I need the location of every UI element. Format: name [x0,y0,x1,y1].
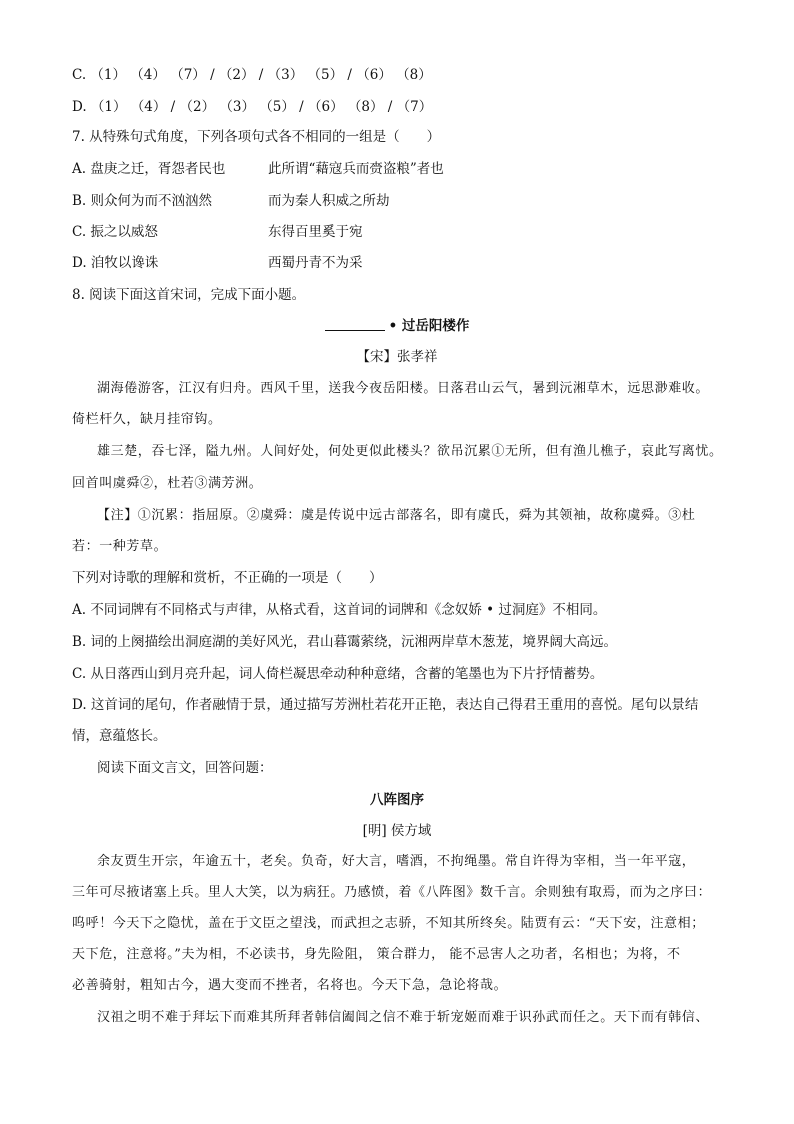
q7-stem: 7. 从特殊句式角度，下列各项句式各不相同的一组是（ ） [72,129,441,145]
classical-author: [明] 侯方域 [362,823,432,839]
q7-option-b-left: B. 则众何为而不汹汹然 [72,193,213,209]
q7-option-c-right: 东得百里奚于宛 [268,224,363,240]
poem-note-line-2: 若：一种芳草。 [72,539,168,554]
poem-line-3: 雄三楚，吞七泽，隘九州。人间好处，何处更似此楼头？欲吊沉累①无所，但有渔儿樵子，哀此写离忧。 [97,444,723,459]
q8-option-d: D. 这首词的尾句，作者融情于景，通过描写芳洲杜若花开正艳，表达自己得君王重用的喜悦。尾句以景结 [72,697,699,713]
q7-option-b [72,192,390,210]
q8-option-c: C. 从日落西山到月亮升起，词人倚栏凝思牵动种种意绪，含蓄的笔墨也为下片抒情蓄势。 [72,666,604,682]
poem-title [0,317,794,335]
q8-option-a: A. 不同词牌有不同格式与声律，从格式看，这首词的词牌和《念奴娇 • 过洞庭》不相同。 [72,602,607,618]
classical-line-1: 余友贾生开宗，年逾五十，老矣。负奇，好大言，嗜酒，不拘绳墨。常自许得为宰相，当一年平寇， [97,854,696,869]
q7-option-a-left: A. 盘庚之迁，胥怨者民也 [72,161,226,177]
poem-line-4: 回首叫虞舜②，杜若③满芳洲。 [72,476,263,491]
q8-sub-stem: 下列对诗歌的理解和赏析，不正确的一项是（ ） [72,570,383,586]
q7-option-d-left: D. 洎牧以谗诛 [72,255,159,271]
q7-option-b-right: 而为秦人积威之所劫 [268,193,390,209]
poem-line-1: 湖海倦游客，江汉有归舟。西风千里，送我今夜岳阳楼。日落君山云气，暑到沅湘草木，远思渺难收。 [97,381,710,396]
q7-option-c-left: C. 振之以威怒 [72,224,158,240]
classical-line-4: 天下危，注意将。”夫为相，不必读书，身先险阻， 策合群力， 能不忌害人之功者，名相也；为将，不 [72,947,681,962]
q7-option-d [72,254,363,272]
classical-line-3: 呜呼！今天下之隐忧，盖在于文臣之望浅，而武担之志骄，不知其所终矣。陆贾有云：“天下安，注意相； [72,916,705,931]
poem-title-blank [325,318,385,331]
poem-line-2: 倚栏杆久，缺月挂帘钩。 [72,412,222,427]
q8-option-d-cont: 情，意蕴悠长。 [72,728,167,744]
classical-intro: 阅读下面文言文，回答问题： [97,760,273,776]
classical-title: 八阵图序 [370,792,424,808]
classical-line-5: 必善骑射，粗知古今，遇大变而不挫者，名将也。今天下急，急论将哉。 [72,978,508,993]
q6-option-d: D. （1） （4） / （2） （3） （5） / （6） （8） / （7） [72,99,433,115]
q8-option-b: B. 词的上阕描绘出洞庭湖的美好风光，君山暮霭萦绕，沅湘两岸草木葱茏，境界阔大高远。 [72,634,618,650]
q6-option-c: C. （1） （4） （7） / （2） / （3） （5） / （6） （8） [72,67,432,83]
q7-option-a [72,160,444,178]
classical-line-2: 三年可尽掖诸塞上兵。里人大笑，以为病狂。乃感愤，着《八阵图》数千言。余则独有取焉，而为之序曰： [72,885,712,900]
classical-line-6: 汉祖之明不难于拜坛下而难其所拜者韩信阖闾之信不难于斩宠姬而难于识孙武而任之。天下而有韩信、 [97,1010,710,1025]
q7-option-a-right: 此所谓“藉寇兵而赍盗粮”者也 [268,161,444,177]
q7-option-d-right: 西蜀丹青不为采 [268,255,363,271]
poem-note-line-1: 【注】①沉累：指屈原。②虞舜：虞是传说中远古部落名，即有虞氏，舜为其领袖，故称虞舜。③杜 [97,508,696,523]
poem-title-text: • 过岳阳楼作 [388,318,470,334]
q7-option-c [72,223,363,241]
q8-stem: 8. 阅读下面这首宋词，完成下面小题。 [72,287,306,303]
poem-author: 【宋】张孝祥 [356,349,438,365]
